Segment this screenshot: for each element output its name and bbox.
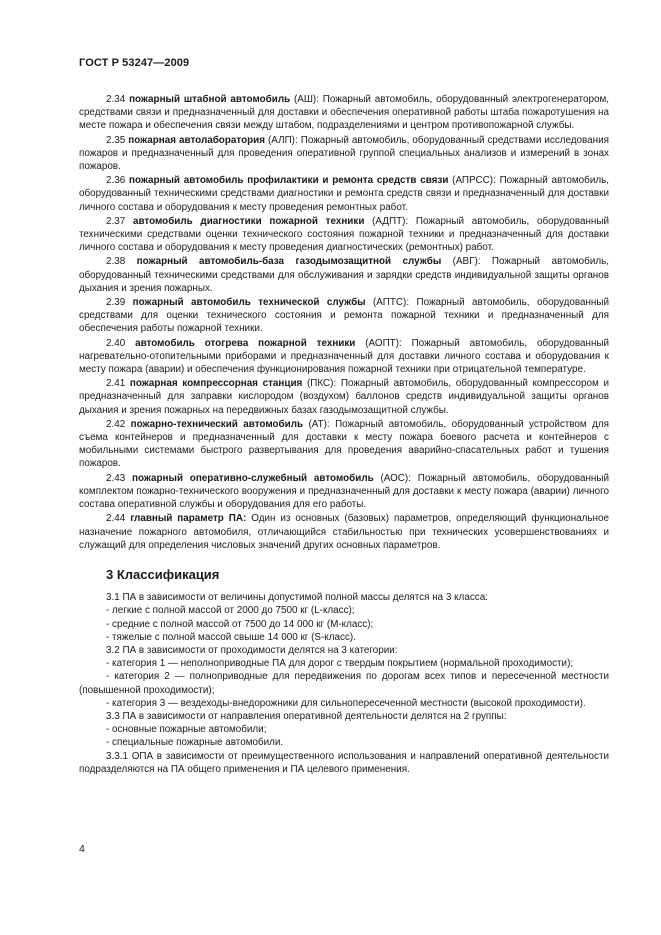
list-item: - специальные пожарные автомобили. [106, 737, 284, 749]
definition-2-40: 2.40 автомобиль отогрева пожарной техники (АОПТ): Пожарный автомобиль, оборудованный нагревательно-отопительными приборами и предназначенный для доставки личного состава и оборудования к месту пожара (аварии) и обеспечения функционирования пожарной техники при отрицательной температуре. [79, 337, 610, 376]
document-body [79, 93, 609, 776]
section-heading: 3 Классификация [106, 566, 220, 582]
definition-2-44: 2.44 главный параметр ПА: Один из основных (базовых) параметров, определяющий функциональное назначение пожарного автомобиля, отличающийся стабильностью при технических усовершенствованиях и служащий для определения числовых значений других основных параметров. [79, 513, 609, 551]
definition-2-41: 2.41 пожарная компрессорная станция (ПКС): Пожарный автомобиль, оборудованный компрессором и предназначенный для заправки кислородом (воздухом) баллонов средств индивидуальной защиты органов дыхания и зрения пожарных на передвижных базах газодымозащитной службы. [79, 378, 609, 416]
list-item: - основные пожарные автомобили; [106, 724, 267, 736]
definition-2-35: 2.35 пожарная автолаборатория (АЛП): Пожарный автомобиль, оборудованный средствами исследования пожаров и предназначенный для проведения оперативной группой специальных анализов и измерений в зонах пожаров. [79, 134, 609, 173]
clause-3-3-1: 3.3.1 ОПА в зависимости от преимущественного использования и направлений оперативной деятельности подразделяются на ПА общего применения и ПА целевого применения. [79, 750, 609, 775]
document-header: ГОСТ Р 53247—2009 [79, 57, 190, 69]
list-item: - легкие с полной массой от 2000 до 7500 кг (L-класс); [106, 605, 355, 617]
definition-2-34: 2.34 пожарный штабной автомобиль (АШ): Пожарный автомобиль, оборудованный электрогенератором, средствами связи и предназначенный для доставки и обеспечения оперативной работы штаба пожаротушения на месте пожара и обеспечения связи между штабом, подразделениями и центром противопожарной службы. [79, 94, 609, 132]
definition-2-37: 2.37 автомобиль диагностики пожарной техники (АДПТ): Пожарный автомобиль, оборудованный техническими средствами оценки технического состояния пожарной техники и предназначенный для доставки личного состава и оборудования к месту проведения диагностических (ремонтных) работ. [79, 215, 609, 254]
definition-2-36: 2.36 пожарный автомобиль профилактики и ремонта средств связи (АПРСС): Пожарный автомобиль, оборудованный техническими средствами диагностики и ремонта средств связи и предназначенный для доставки личного состава и оборудования к месту проведения ремонтных работ. [79, 175, 609, 213]
page-number: 4 [79, 843, 85, 855]
definition-2-42: 2.42 пожарно-технический автомобиль (АТ): Пожарный автомобиль, оборудованный устройством для съема контейнеров и предназначенный для доставки к месту пожара боевого расчета и контейнеров с мобильными системами быстрого развертывания для проведения аварийно-спасательных работ и тушения пожаров. [79, 418, 610, 470]
classification-list [79, 591, 609, 776]
list-item: - тяжелые с полной массой свыше 14 000 кг (S-класс). [106, 631, 356, 643]
clause-3-3: 3.3 ПА в зависимости от направления оперативной деятельности делятся на 2 группы: [106, 710, 507, 722]
clause-3-1: 3.1 ПА в зависимости от величины допустимой полной массы делятся на 3 класса: [106, 592, 488, 604]
clause-3-2: 3.2 ПА в зависимости от проходимости делятся на 3 категории: [106, 644, 398, 656]
list-item: - средние с полной массой от 7500 до 14 000 кг (М-класс); [106, 618, 374, 630]
list-item: - категория 3 — вездеходы-внедорожники для сильнопересеченной местности (высокой проходимости). [106, 697, 586, 709]
definition-2-43: 2.43 пожарный оперативно-служебный автомобиль (АОС): Пожарный автомобиль, оборудованный комплектом пожарно-технического вооружения и предназначенный для доставки к месту пожара (аварии) личного состава оперативной службы и оборудования для его работы. [79, 472, 609, 511]
definition-2-39: 2.39 пожарный автомобиль технической службы (АПТС): Пожарный автомобиль, оборудованный средствами для оценки технического состояния и ремонта пожарной техники и предназначенный для обеспечения работы пожарной техники. [79, 297, 609, 335]
list-item: - категория 2 — полноприводные для передвижения по дорогам всех типов и пересеченной местности (повышенной проходимости); [79, 671, 609, 696]
definition-2-38: 2.38 пожарный автомобиль-база газодымозащитной службы (АВГ): Пожарный автомобиль, оборудованный техническими средствами для обслуживания и зарядки средств индивидуальной защиты органов дыхания и зрения пожарных. [79, 256, 609, 294]
definitions-list [79, 93, 609, 552]
list-item: - категория 1 — неполноприводные ПА для дорог с твердым покрытием (нормальной проходимости); [106, 658, 574, 670]
